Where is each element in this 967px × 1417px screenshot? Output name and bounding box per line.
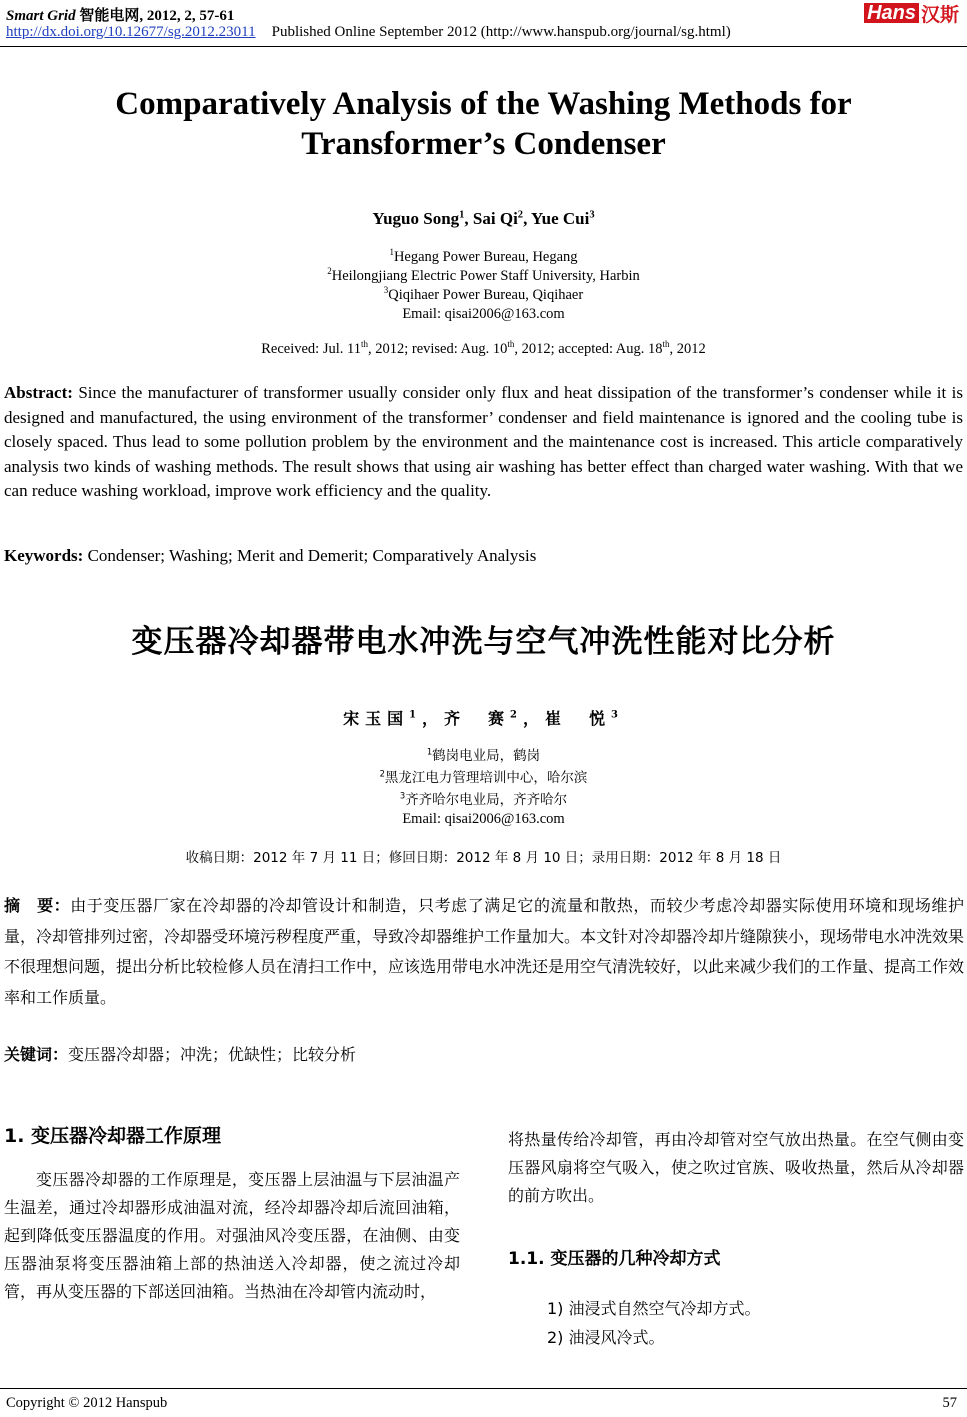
- aff-cn-sup: 3: [399, 790, 406, 801]
- abstract-cn: [4, 891, 964, 1013]
- email-cn: Email: qisai2006@163.com: [402, 811, 565, 827]
- aff-cn-sup: 2: [379, 768, 385, 779]
- author-cn-3: 崔 悦: [544, 709, 611, 728]
- section-1-right-paragraph: 将热量传给冷却管，再由冷却管对空气放出热量。在空气侧由变压器风扇将空气吸入，使之吹过官族、吸收热量，然后从冷却器的前方吹出。: [508, 1130, 964, 1205]
- affiliation-en-2: [0, 267, 967, 286]
- revised-text: , 2012; revised: Aug. 10: [367, 341, 508, 357]
- affiliation-en-1: [0, 248, 967, 267]
- keywords-cn-label: 关键词：: [4, 1045, 69, 1064]
- received-text: Received: Jul. 11: [261, 341, 361, 357]
- author-sep: ,: [464, 209, 473, 228]
- aff-sup: 2: [327, 266, 332, 277]
- aff-cn-text: 鹤岗电业局，鹤岗: [432, 748, 541, 764]
- paper-title-en: Comparatively Analysis of the Washing Methods for Transformer’s Condenser: [115, 86, 852, 162]
- affiliation-en-3: [0, 286, 967, 305]
- doi-link[interactable]: http://dx.doi.org/10.12677/sg.2012.23011: [6, 24, 256, 40]
- page-number: 57: [942, 1395, 957, 1411]
- keywords-en: [4, 544, 963, 569]
- author-cn-1: 宋玉国: [343, 709, 410, 728]
- doi-line: [6, 24, 731, 41]
- email-en: Email: qisai2006@163.com: [402, 306, 565, 322]
- received-dates-cn: 收稿日期：2012 年 7 月 11 日；修回日期：2012 年 8 月 10 日；录用日期：2012 年 8 月 18 日: [185, 850, 782, 866]
- author-3-sup: 3: [589, 209, 595, 221]
- abstract-text: Since the manufacturer of transformer usually consider only flux and heat dissipation of the transformer’s condenser while it is designed and manufactured, the using environment of the transformer’ condenser and field maintenance is ignored and the cooling tube is closely spaced. Thus lead to some pollution problem by the environment and the maintenance cost is increased. This article comparatively analysis two kinds of washing methods. The result shows that using air washing has better effect than charged water washing. With that we can reduce washing workload, improve work efficiency and the quality.: [4, 383, 963, 500]
- affiliation-cn-2: [0, 767, 967, 789]
- author-cn-sep: ，: [422, 709, 445, 728]
- subsection-1-1-heading: 1.1. 变压器的几种冷却方式: [508, 1249, 721, 1269]
- abstract-cn-text: 由于变压器厂家在冷却器的冷却管设计和制造，只考虑了满足它的流量和散热，而较少考虑冷却器实际使用环境和现场维护量，冷却管排列过密，冷却器受环境污秽程度严重，导致冷却器维护工作量加大。本文针对冷却器冷却片缝隙狭小，现场带电水冲洗效果不很理想问题，提出分析比较检修人员在清扫工作中，应该选用带电水冲洗还是用空气清洗较好，以此来减少我们的工作量、提高工作效率和工作质量。: [4, 896, 965, 1007]
- author-1-sup: 1: [459, 209, 465, 221]
- affiliation-cn-1: [0, 745, 967, 767]
- year-text: , 2012: [669, 341, 706, 357]
- author-2-sup: 2: [517, 209, 524, 221]
- list-item: 2) 油浸风冷式。: [547, 1328, 665, 1347]
- list-item: 1) 油浸式自然空气冷却方式。: [547, 1299, 761, 1318]
- author-2: Sai Qi: [472, 209, 518, 228]
- received-dates-en: [0, 341, 967, 358]
- aff-sup: 3: [383, 285, 389, 296]
- abstract-label: Abstract:: [4, 383, 73, 402]
- author-cn-3-sup: 3: [610, 709, 624, 721]
- header-rule: [0, 46, 967, 47]
- author-3: Yue Cui: [530, 209, 590, 228]
- affiliation-cn-3: [0, 789, 967, 811]
- authors-cn: [0, 706, 967, 729]
- keywords-text: Condenser; Washing; Merit and Demerit; Comparatively Analysis: [83, 546, 537, 565]
- keywords-cn-text: 变压器冷却器；冲洗；优缺性；比较分析: [68, 1045, 357, 1064]
- keywords-cn: [4, 1040, 964, 1071]
- keywords-label: Keywords:: [4, 546, 84, 565]
- accepted-text: , 2012; accepted: Aug. 18: [514, 341, 663, 357]
- author-sep: ,: [523, 209, 531, 228]
- footer-copyright: Copyright © 2012 Hanspub: [6, 1395, 168, 1411]
- aff-cn-text: 齐齐哈尔电业局，齐齐哈尔: [405, 792, 568, 808]
- journal-header: [6, 4, 234, 25]
- aff-cn-text: 黑龙江电力管理培训中心，哈尔滨: [384, 770, 588, 786]
- paper-title-cn: 变压器冷却器带电水冲洗与空气冲洗性能对比分析: [131, 624, 836, 660]
- section-1-heading: 1. 变压器冷却器工作原理: [4, 1125, 222, 1147]
- aff-cn-sup: 1: [426, 746, 433, 757]
- author-cn-2-sup: 2: [510, 709, 523, 721]
- journal-citation: , 2012, 2, 57-61: [139, 8, 235, 24]
- aff-text: Hegang Power Bureau, Hegang: [393, 249, 578, 265]
- authors-en: [0, 209, 967, 229]
- ordinal-sup: th: [507, 339, 515, 350]
- author-cn-sep: ，: [522, 709, 545, 728]
- abstract-en: [4, 381, 963, 504]
- published-online: Published Online September 2012 (http://www.hanspub.org/journal/sg.html): [271, 24, 731, 40]
- author-cn-2: 齐 赛: [444, 709, 511, 728]
- footer-rule: [0, 1388, 967, 1389]
- aff-text: Heilongjiang Electric Power Staff University, Harbin: [331, 268, 640, 284]
- section-1-left-paragraph: 变压器冷却器的工作原理是，变压器上层油温与下层油温产生温差，通过冷却器形成油温对流，经冷却器冷却后流回油箱，起到降低变压器温度的作用。对强油风冷变压器，在油侧、由变压器油泵将变压器油箱上部的热油送入冷却器，使之流过冷却管，再从变压器的下部送回油箱。当热油在冷却管内流动时，: [4, 1170, 460, 1301]
- hanspub-logo: [864, 2, 959, 24]
- aff-sup: 1: [389, 247, 394, 258]
- author-cn-1-sup: 1: [409, 709, 423, 721]
- ordinal-sup: th: [662, 339, 670, 350]
- logo-latin: Hans: [864, 3, 919, 23]
- journal-name-en: Smart Grid: [6, 8, 76, 24]
- journal-name-cn: 智能电网: [79, 8, 140, 24]
- author-1: Yuguo Song: [372, 209, 460, 228]
- logo-cn: 汉斯: [920, 3, 959, 26]
- abstract-cn-label: 摘 要：: [4, 896, 71, 915]
- ordinal-sup: th: [360, 339, 368, 350]
- aff-text: Qiqihaer Power Bureau, Qiqihaer: [388, 287, 584, 303]
